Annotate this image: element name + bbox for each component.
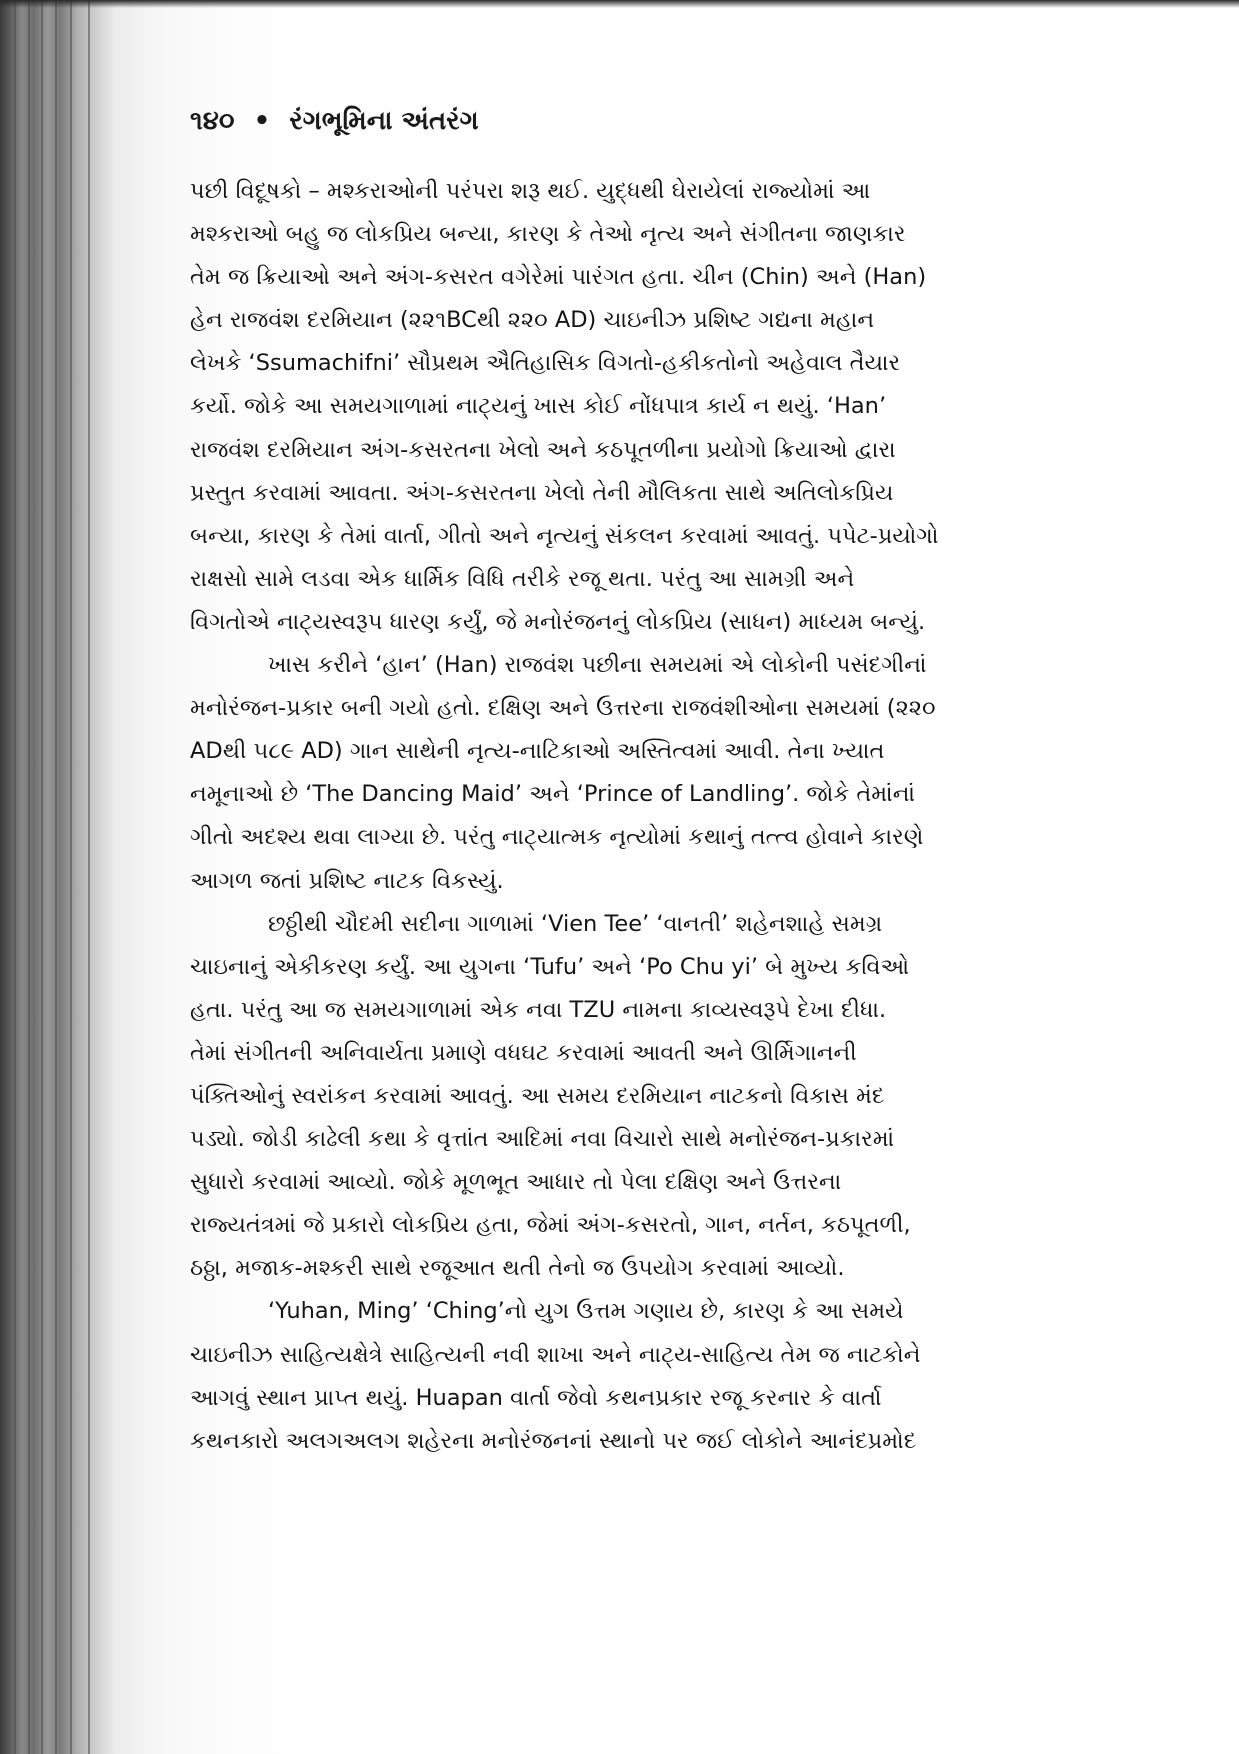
text-line: કથનકારો અલગઅલગ શહેરના મનોરંજનનાં સ્થાનો પર જઈ લોકોને આનંદપ્રમોદ [190, 1427, 917, 1454]
text-line: કર્યો. જોકે આ સમયગાળામાં નાટ્યનું ખાસ કોઈ નોંધપાત્ર કાર્ય ન થયું. ‘Han’ [190, 393, 887, 420]
text-line: આગળ જતાં પ્રશિષ્ટ નાટક વિકસ્યું. [190, 867, 504, 894]
text-line: તેમાં સંગીતની અનિવાર્યતા પ્રમાણે વધઘટ કરવામાં આવતી અને ઊર્મિગાનની [190, 1039, 857, 1066]
text-line: ADથી ૫૮૯ AD) ગાન સાથેની નૃત્ય-નાટિકાઓ અસ્તિત્વમાં આવી. તેના ખ્યાત [190, 738, 885, 765]
text-line: પ્રસ્તુત કરવામાં આવતા. અંગ-કસરતના ખેલો તેની મૌલિકતા સાથે અતિલોકપ્રિય [190, 479, 894, 506]
text-line: નમૂનાઓ છે ‘The Dancing Maid’ અને ‘Prince of Landling’. જોકે તેમાંનાં [190, 781, 915, 808]
text-line: રાક્ષસો સામે લડવા એક ધાર્મિક વિધિ તરીકે રજૂ થતા. પરંતુ આ સામગ્રી અને [190, 565, 855, 592]
running-head [190, 106, 479, 137]
text-line: હતા. પરંતુ આ જ સમયગાળામાં એક નવા TZU નામના કાવ્યસ્વરૂપે દેખા દીધા. [190, 996, 887, 1023]
body-text [190, 170, 1102, 1463]
text-line: તેમ જ ક્રિયાઓ અને અંગ-કસરત વગેરેમાં પારંગત હતા. ચીન (Chin) અને (Han) [190, 264, 927, 291]
text-line: મશ્કરાઓ બહુ જ લોકપ્રિય બન્યા, કારણ કે તેઓ નૃત્ય અને સંગીતના જાણકાર [190, 221, 906, 248]
text-line: મનોરંજન-પ્રકાર બની ગયો હતો. દક્ષિણ અને ઉત્તરના રાજવંશીઓના સમયમાં (૨૨૦ [190, 695, 936, 722]
text-line: રાજવંશ દરમિયાન અંગ-કસરતના ખેલો અને કઠપૂતળીના પ્રયોગો ક્રિયાઓ દ્વારા [190, 436, 896, 463]
book-edge [0, 0, 118, 1754]
text-line: પછી વિદૂષકો – મશ્કરાઓની પરંપરા શરૂ થઈ. યુદ્ધથી ઘેરાયેલાં રાજ્યોમાં આ [190, 178, 871, 204]
top-shadow [0, 0, 1239, 8]
text-line: પંક્તિઓનું સ્વરાંકન કરવામાં આવતું. આ સમય દરમિયાન નાટકનો વિકાસ મંદ [190, 1082, 885, 1109]
text-line: ચાઇનાનું એકીકરણ કર્યું. આ યુગના ‘Tufu’ અને ‘Po Chu yi’ બે મુખ્ય કવિઓ [190, 953, 910, 980]
book-title: રંગભૂમિના અંતરંગ [289, 106, 479, 136]
bullet-separator: • [253, 106, 271, 136]
paragraph-first-line: ખાસ કરીને ‘હાન’ (Han) રાજવંશ પછીના સમયમાં એ લોકોની પસંદગીનાં [268, 652, 927, 679]
text-line: આગવું સ્થાન પ્રાપ્ત થયું. Huapan વાર્તા જેવો કથનપ્રકાર રજૂ કરનાર કે વાર્તા [190, 1384, 882, 1411]
text-line: ગીતો અદશ્ય થવા લાગ્યા છે. પરંતુ નાટ્યાત્મક નૃત્યોમાં કથાનું તત્ત્વ હોવાને કારણે [190, 824, 924, 851]
text-line: રાજ્યતંત્રમાં જે પ્રકારો લોકપ્રિય હતા, જેમાં અંગ-કસરતો, ગાન, નર્તન, કઠપૂતળી, [190, 1212, 911, 1239]
text-line: લેખકે ‘Ssumachifni’ સૌપ્રથમ ઐતિહાસિક વિગતો-હકીકતોનો અહેવાલ તૈયાર [190, 350, 901, 377]
paragraph-first-line: ‘Yuhan, Ming’ ‘Ching’નો યુગ ઉત્તમ ગણાય છે, કારણ કે આ સમયે [268, 1298, 904, 1325]
text-line: હેન રાજવંશ દરમિયાન (૨૨૧BCથી ૨૨૦ AD) ચાઇનીઝ પ્રશિષ્ટ ગદ્યના મહાન [190, 307, 875, 334]
text-line: પડ્યો. જોડી કાઢેલી કથા કે વૃત્તાંત આદિમાં નવા વિચારો સાથે મનોરંજન-પ્રકારમાં [190, 1126, 895, 1153]
text-line: વિગતોએ નાટ્યસ્વરૂપ ધારણ કર્યું, જે મનોરંજનનું લોકપ્રિય (સાધન) માધ્યમ બન્યું. [190, 608, 926, 635]
paragraph-first-line: છઠ્ઠીથી ચૌદમી સદીના ગાળામાં ‘Vien Tee’ ‘વાનતી’ શહેનશાહે સમગ્ર [268, 910, 883, 937]
text-line: ચાઇનીઝ સાહિત્યક્ષેત્રે સાહિત્યની નવી શાખા અને નાટ્ય-સાહિત્ય તેમ જ નાટકોને [190, 1341, 921, 1368]
page-number: ૧૪૦ [190, 106, 235, 136]
text-line: બન્યા, કારણ કે તેમાં વાર્તા, ગીતો અને નૃત્યનું સંકલન કરવામાં આવતું. પપેટ-પ્રયોગો [190, 522, 939, 549]
text-line: સુધારો કરવામાં આવ્યો. જોકે મૂળભૂત આધાર તો પેલા દક્ષિણ અને ઉત્તરના [190, 1169, 842, 1196]
text-line: ઠઠ્ઠા, મજાક-મશ્કરી સાથે રજૂઆત થતી તેનો જ ઉપયોગ કરવામાં આવ્યો. [190, 1255, 845, 1282]
